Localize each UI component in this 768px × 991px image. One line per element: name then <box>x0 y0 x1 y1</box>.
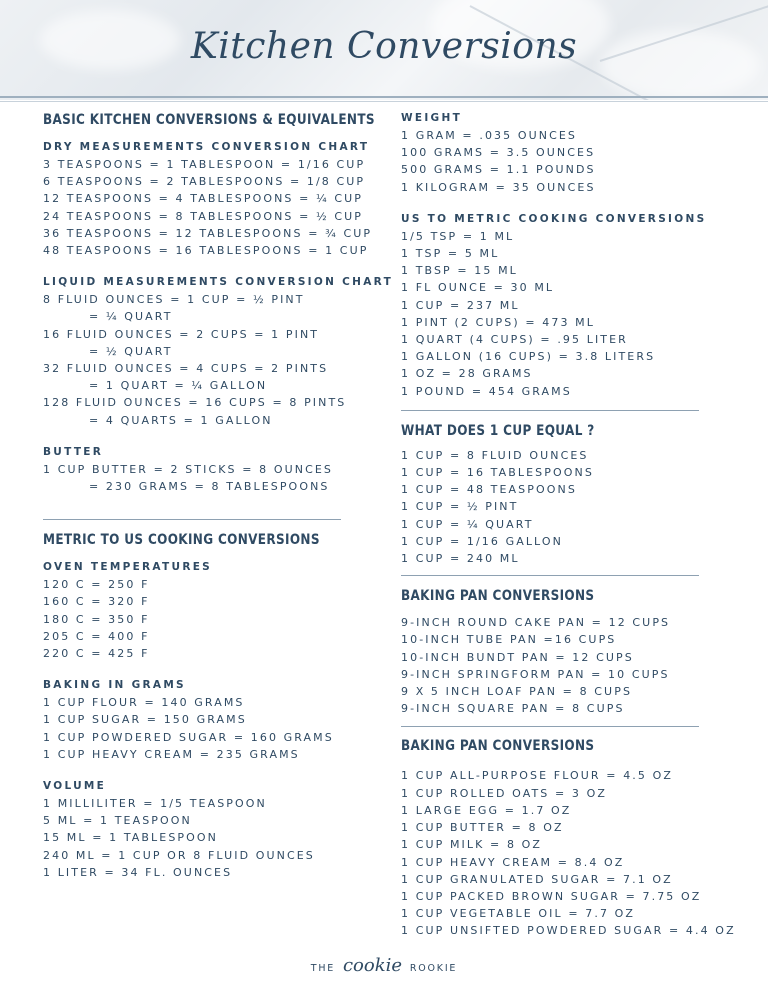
list-item: 1 GRAM = .035 OUNCES <box>401 129 577 142</box>
brand-logo: cookie <box>342 955 403 976</box>
right-column <box>401 112 736 940</box>
list-item: 9-INCH SPRINGFORM PAN = 10 CUPS <box>401 667 670 681</box>
list-item: = ¼ QUART <box>89 310 173 324</box>
list-item: 1 TSP = 5 ML <box>401 247 500 261</box>
list-item: 1 CUP = ¼ QUART <box>401 517 534 531</box>
list-item: = 1 QUART = ¼ GALLON <box>89 379 268 393</box>
list-item: 1 PINT (2 CUPS) = 473 ML <box>401 315 595 329</box>
butter-list <box>43 461 363 495</box>
list-item: 9 X 5 INCH LOAF PAN = 8 CUPS <box>401 685 633 699</box>
list-item: 1 CUP SUGAR = 150 GRAMS <box>43 713 247 727</box>
list-item: 3 TEASPOONS = 1 TABLESPOON = 1/16 CUP <box>43 158 366 171</box>
list-item: 1 POUND = 454 GRAMS <box>401 384 572 398</box>
marble-header <box>0 0 768 100</box>
list-item: 36 TEASPOONS = 12 TABLESPOONS = ¾ CUP <box>43 226 373 240</box>
baking-in-grams-list <box>43 694 363 763</box>
weight-heading: WEIGHT <box>401 112 463 124</box>
list-item: = 230 GRAMS = 8 TABLESPOONS <box>89 480 330 494</box>
list-item: 1 CUP = 1/16 GALLON <box>401 534 563 548</box>
list-item: 48 TEASPOONS = 16 TABLESPOONS = 1 CUP <box>43 244 369 258</box>
list-item: 1 FL OUNCE = 30 ML <box>401 281 555 295</box>
us-to-metric-list <box>401 228 731 400</box>
header-rule <box>0 96 768 98</box>
liquid-measurements-heading: LIQUID MEASUREMENTS CONVERSION CHART <box>43 276 394 289</box>
list-item: 1 CUP GRANULATED SUGAR = 7.1 OZ <box>401 872 673 886</box>
liquid-measurements-list <box>43 291 363 429</box>
list-item: 10-INCH BUNDT PAN = 12 CUPS <box>401 650 634 664</box>
list-item: 1 CUP FLOUR = 140 GRAMS <box>43 696 245 710</box>
list-item: 1 CUP BUTTER = 8 OZ <box>401 821 564 835</box>
list-item: 15 ML = 1 TABLESPOON <box>43 831 218 845</box>
list-item: 500 GRAMS = 1.1 POUNDS <box>401 163 596 177</box>
list-item: 1 OZ = 28 GRAMS <box>401 367 533 381</box>
list-item: 12 TEASPOONS = 4 TABLESPOONS = ¼ CUP <box>43 192 364 206</box>
list-item: 1 CUP ROLLED OATS = 3 OZ <box>401 786 607 800</box>
list-item: 220 C = 425 F <box>43 647 150 661</box>
list-item: 240 ML = 1 CUP OR 8 FLUID OUNCES <box>43 848 315 862</box>
left-column <box>43 112 394 881</box>
list-item: 120 C = 250 F <box>43 578 150 592</box>
list-item: 1 CUP HEAVY CREAM = 8.4 OZ <box>401 855 625 869</box>
list-item: 1 QUART (4 CUPS) = .95 LITER <box>401 333 628 347</box>
list-item: 1 CUP PACKED BROWN SUGAR = 7.75 OZ <box>401 889 702 903</box>
page-title: Kitchen Conversions <box>190 26 578 67</box>
list-item: 1 LITER = 34 FL. OUNCES <box>43 865 233 879</box>
dry-measurements-list <box>43 156 373 259</box>
list-item: 1 TBSP = 15 ML <box>401 264 518 278</box>
list-item: 8 FLUID OUNCES = 1 CUP = ½ PINT <box>43 293 305 307</box>
volume-heading: VOLUME <box>43 780 107 793</box>
list-item: 1 CUP = 16 TABLESPOONS <box>401 466 594 480</box>
one-cup-equals-heading: WHAT DOES 1 CUP EQUAL ? <box>401 422 595 439</box>
brand-footer <box>0 955 768 976</box>
list-item: 1 CUP = ½ PINT <box>401 500 519 514</box>
list-item: 10-INCH TUBE PAN =16 CUPS <box>401 633 617 647</box>
list-item: 24 TEASPOONS = 8 TABLESPOONS = ½ CUP <box>43 209 364 223</box>
list-item: 1 CUP BUTTER = 2 STICKS = 8 OUNCES <box>43 462 333 476</box>
basic-conversions-heading: BASIC KITCHEN CONVERSIONS & EQUIVALENTS <box>43 112 375 128</box>
baking-pan-heading: BAKING PAN CONVERSIONS <box>401 588 595 605</box>
list-item: 160 C = 320 F <box>43 595 150 609</box>
list-item: 1 CUP HEAVY CREAM = 235 GRAMS <box>43 747 300 761</box>
list-item: 1 LARGE EGG = 1.7 OZ <box>401 803 572 817</box>
one-cup-equals-list <box>401 447 731 567</box>
list-item: 1 CUP = 48 TEASPOONS <box>401 483 577 497</box>
list-item: = 4 QUARTS = 1 GALLON <box>89 413 273 427</box>
list-item: 205 C = 400 F <box>43 629 150 643</box>
list-item: 32 FLUID OUNCES = 4 CUPS = 2 PINTS <box>43 362 329 376</box>
list-item: 128 FLUID OUNCES = 16 CUPS = 8 PINTS <box>43 396 347 410</box>
list-item: 1 MILLILITER = 1/5 TEASPOON <box>43 797 267 811</box>
footer-post: ROOKIE <box>409 963 458 974</box>
list-item: 1 KILOGRAM = 35 OUNCES <box>401 180 596 194</box>
weight-list <box>401 127 731 196</box>
volume-list <box>43 795 363 881</box>
list-item: 1 CUP VEGETABLE OIL = 7.7 OZ <box>401 907 636 921</box>
us-to-metric-heading: US TO METRIC COOKING CONVERSIONS <box>401 212 707 225</box>
list-item: 1 CUP MILK = 8 OZ <box>401 838 543 852</box>
list-item: 9-INCH SQUARE PAN = 8 CUPS <box>401 702 625 716</box>
list-item: 9-INCH ROUND CAKE PAN = 12 CUPS <box>401 616 671 630</box>
baking-in-grams-heading: BAKING IN GRAMS <box>43 679 186 692</box>
ingredient-weights-list <box>401 767 736 939</box>
metric-to-us-heading: METRIC TO US COOKING CONVERSIONS <box>43 532 320 549</box>
butter-heading: BUTTER <box>43 445 104 458</box>
list-item: 1 CUP = 8 FLUID OUNCES <box>401 448 589 462</box>
list-item: 1 CUP POWDERED SUGAR = 160 GRAMS <box>43 730 334 744</box>
header-rule-thin <box>0 101 768 102</box>
baking-pan-heading-2: BAKING PAN CONVERSIONS <box>401 738 595 755</box>
list-item: 16 FLUID OUNCES = 2 CUPS = 1 PINT <box>43 327 320 341</box>
oven-temperatures-heading: OVEN TEMPERATURES <box>43 561 213 574</box>
list-item: 1 CUP = 237 ML <box>401 298 520 312</box>
list-item: 5 ML = 1 TEASPOON <box>43 814 192 828</box>
list-item: 1 GALLON (16 CUPS) = 3.8 LITERS <box>401 350 656 364</box>
oven-temperatures-list <box>43 576 363 662</box>
list-item: 1 CUP ALL-PURPOSE FLOUR = 4.5 OZ <box>401 769 673 783</box>
baking-pan-list <box>401 614 731 717</box>
list-item: 6 TEASPOONS = 2 TABLESPOONS = 1/8 CUP <box>43 175 366 189</box>
dry-measurements-heading: DRY MEASUREMENTS CONVERSION CHART <box>43 141 370 153</box>
list-item: = ½ QUART <box>89 344 173 358</box>
list-item: 100 GRAMS = 3.5 OUNCES <box>401 146 596 160</box>
list-item: 1 CUP = 240 ML <box>401 552 520 566</box>
list-item: 1/5 TSP = 1 ML <box>401 229 515 243</box>
list-item: 1 CUP UNSIFTED POWDERED SUGAR = 4.4 OZ <box>401 924 736 938</box>
footer-pre: THE <box>310 963 336 974</box>
list-item: 180 C = 350 F <box>43 612 150 626</box>
